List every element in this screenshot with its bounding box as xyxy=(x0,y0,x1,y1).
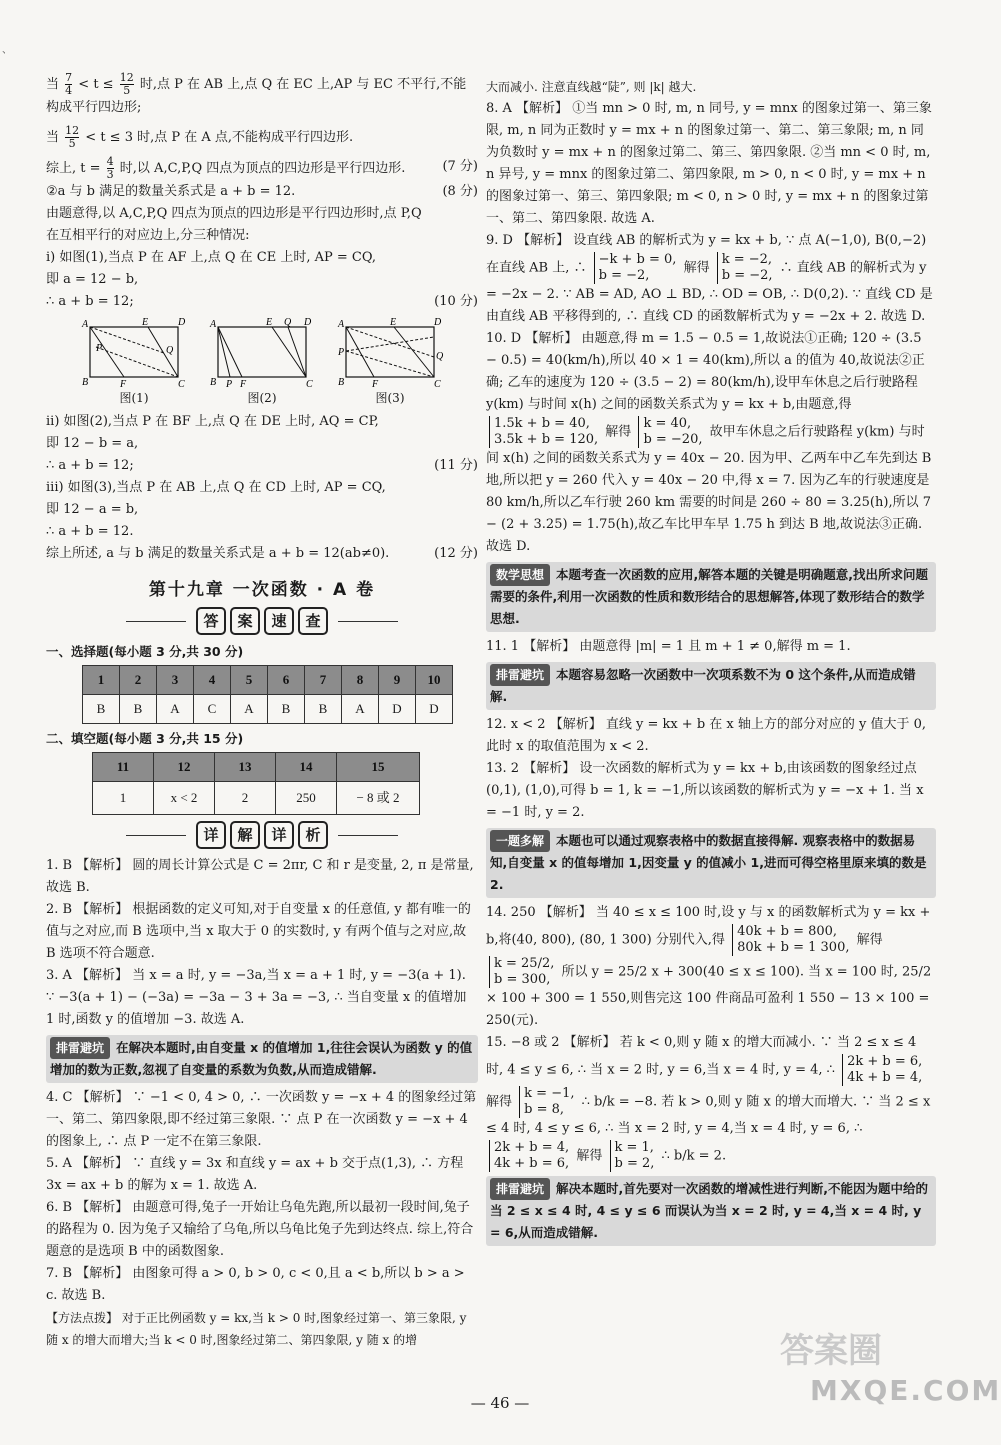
table-cell: 11 xyxy=(93,753,154,782)
table-cell: 2 xyxy=(215,782,276,815)
fraction: $\frac{12}{5}$ xyxy=(65,124,80,150)
text-line: 综上所述, a 与 b 满足的数量关系式是 a + b = 12(ab≠0). (12 分) xyxy=(46,543,478,565)
answer-9: 9. D 【解析】 设直线 AB 的解析式为 y = kx + b, ∵ 点 A(−1,0), B(0,−2) 在直线 AB 上, ∴ −k + b = 0, b = −2, 解得 k = −2, b = −2, ∴ 直线 AB 的解析式为 y = −2x − 2. ∵ AB = AD, AO ⊥ BD, ∴ OD = OB, ∴ D(0,2). ∵ 直线 CD 是由直线 AB 平移得到的, ∴ 直线 CD 的函数解析式为 y = −2x + 2. 故选 D. xyxy=(486,233,933,324)
table-cell: C xyxy=(194,695,231,724)
tip-box: 排雷避坑 在解决本题时,由自变量 x 的值增加 1,往往会误认为函数 y 的值增加的数为正数,忽视了自变量的系数为负数,从而造成错解. xyxy=(46,1035,478,1083)
text-line: 当 $\frac{7}{4}$ < t ≤ $\frac{12}{5}$ 时,点 P 在 AB 上,点 Q 在 EC 上,AP 与 EC 不平行,不能 xyxy=(46,71,467,97)
equation-system: k = 1, b = 2, xyxy=(610,1140,655,1172)
banner-char: 详 xyxy=(196,821,226,849)
parallelogram-diagram xyxy=(210,319,314,389)
table-cell: D xyxy=(379,695,416,724)
table-cell: 8 xyxy=(342,666,379,695)
table-row xyxy=(83,695,453,724)
equation-system: 2k + b = 6, 4k + b = 4, xyxy=(842,1054,922,1086)
svg-text:E: E xyxy=(142,317,149,328)
table-cell: 10 xyxy=(416,666,453,695)
page-number: — 46 — xyxy=(470,1394,530,1412)
watermark-logo: 答案圈 xyxy=(780,1331,882,1371)
svg-text:E: E xyxy=(390,317,397,328)
chapter-title: 第十九章 一次函数 · A 卷 xyxy=(148,580,376,600)
table-cell: 12 xyxy=(154,753,215,782)
table-cell: 250 xyxy=(276,782,337,815)
equation-system: −k + b = 0, b = −2, xyxy=(594,252,677,284)
tip-box: 排雷避坑 解决本题时,首先要对一次函数的增减性进行判断,不能因为题中给的当 2 ≤ x ≤ 4 时, 4 ≤ y ≤ 6 而误认为当 x = 2 时, y = 4,当 x = 4 时, y = 6,从而造成错解. xyxy=(486,1176,936,1246)
table-cell: 13 xyxy=(215,753,276,782)
text-line: ②a 与 b 满足的数量关系式是 a + b = 12. (8 分) xyxy=(46,181,478,203)
score: (8 分) xyxy=(442,184,478,199)
table-cell: B xyxy=(305,695,342,724)
text-line: 构成平行四边形; xyxy=(46,100,142,115)
answer-1: 1. B 【解析】 圆的周长计算公式是 C = 2πr, C 和 r 是变量, 2, π 是常量,故选 B. xyxy=(46,858,474,895)
equation-system: k = 40, b = −20, xyxy=(638,416,702,448)
answer-2: 2. B 【解析】 根据函数的定义可知,对于自变量 x 的任意值, y 都有唯一的值与之对应,而 B 选项中,当 x 取大于 0 的实数时, y 有两个值与之对应,故 B 选项不符合题意. xyxy=(46,902,471,961)
banner-char: 速 xyxy=(264,607,294,635)
fraction: $\frac{4}{3}$ xyxy=(106,155,114,181)
svg-text:Q: Q xyxy=(436,351,444,362)
section-banner xyxy=(46,607,478,635)
watermark: MXQE.COM xyxy=(810,1374,1001,1407)
text-line: ∴ a + b = 12. xyxy=(46,524,134,539)
svg-text:C: C xyxy=(434,379,441,390)
table-cell: 15 xyxy=(337,753,420,782)
answer-4: 4. C 【解析】 ∵ −1 < 0, 4 > 0, ∴ 一次函数 y = −x + 4 的图象经过第一、第二、第四象限,即不经过第三象限. ∵ 点 P 在一次函数 y = −x + 4 的图象上, ∴ 点 P 一定不在第三象限. xyxy=(46,1090,477,1149)
text-line: ∴ a + b = 12; (10 分) xyxy=(46,291,478,313)
answer-3: 3. A 【解析】 当 x = a 时, y = −3a,当 x = a + 1 时, y = −3(a + 1). ∵ −3(a + 1) − (−3a) = −3a − 3 + 3a = −3, ∴ 当自变量 x 的值增加 1 时,函数 y 的值增加 −3. 故选 A. xyxy=(46,968,467,1027)
svg-text:B: B xyxy=(82,377,89,388)
table-cell: A xyxy=(157,695,194,724)
banner-char: 详 xyxy=(264,821,294,849)
section-heading: 一、选择题(每小题 3 分,共 30 分) xyxy=(46,644,244,659)
fraction: $\frac{7}{4}$ xyxy=(65,71,73,97)
equation-system: 2k + b = 4, 4k + b = 6, xyxy=(489,1140,569,1172)
parallelogram-diagram xyxy=(82,319,186,389)
table-cell: 7 xyxy=(305,666,342,695)
table-cell: B xyxy=(120,695,157,724)
table-cell: D xyxy=(416,695,453,724)
table-cell: A xyxy=(231,695,268,724)
svg-text:D: D xyxy=(178,317,186,328)
svg-text:C: C xyxy=(178,379,185,390)
table-cell: 9 xyxy=(379,666,416,695)
figure-caption: 图(2) xyxy=(247,391,277,405)
text-line: 即 12 − a = b, xyxy=(46,502,139,517)
answer-12: 12. x < 2 【解析】 直线 y = kx + b 在 x 轴上方的部分对应的 y 值大于 0,此时 x 的取值范围为 x < 2. xyxy=(486,717,927,754)
table-cell: − 8 或 2 xyxy=(337,782,420,815)
answer-6: 6. B 【解析】 由题意可得,兔子一开始让乌龟先跑,所以最初一段时间,兔子的路程为 0. 因为兔子又输给了乌龟,所以乌龟比兔子先到达终点. 综上,符合题意的是选项 B 中的函数图象. xyxy=(46,1200,474,1259)
score: (10 分) xyxy=(434,294,478,309)
tip-label: 排雷避坑 xyxy=(490,664,550,686)
right-column xyxy=(486,76,936,1250)
text-line: iii) 如图(3),当点 P 在 AB 上,点 Q 在 CD 上时, AP = CQ, xyxy=(46,480,386,495)
equation-system: 1.5k + b = 40, 3.5k + b = 120, xyxy=(489,416,598,448)
svg-text:A: A xyxy=(210,319,217,330)
answer-7: 7. B 【解析】 由图象可得 a > 0, b > 0, c < 0,且 a < b,所以 b > a > c. 故选 B. xyxy=(46,1266,465,1303)
banner-char: 案 xyxy=(230,607,260,635)
tip-label: 排雷避坑 xyxy=(50,1037,110,1059)
score: (11 分) xyxy=(434,458,478,473)
text-line: 在互相平行的对应边上,分三种情况: xyxy=(46,228,250,243)
table-cell: 14 xyxy=(276,753,337,782)
figure-row xyxy=(82,319,442,407)
svg-text:Q: Q xyxy=(166,345,174,356)
svg-text:P: P xyxy=(338,347,345,358)
table-cell: 2 xyxy=(120,666,157,695)
fraction: $\frac{12}{5}$ xyxy=(119,71,134,97)
banner-char: 解 xyxy=(230,821,260,849)
table-cell: 1 xyxy=(93,782,154,815)
fill-answer-table xyxy=(92,752,420,815)
table-cell: 1 xyxy=(83,666,120,695)
text-line: ii) 如图(2),当点 P 在 BF 上,点 Q 在 DE 上时, AQ = CP, xyxy=(46,414,379,429)
table-cell: 3 xyxy=(157,666,194,695)
figure-3 xyxy=(338,319,442,407)
left-column xyxy=(46,72,478,1351)
table-header-row xyxy=(83,666,453,695)
method-tip: 【方法点拨】 对于正比例函数 y = kx,当 k > 0 时,图象经过第一、第三象限, y 随 x 的增大而增大;当 k < 0 时,图象经过第二、第四象限, y 随 x 的增 xyxy=(46,1311,467,1347)
tip-box: 一题多解 本题也可以通过观察表格中的数据直接得解. 观察表格中的数据易知,自变量 x 的值每增加 1,因变量 y 的值减小 1,进而可得空格里原来填的数是 2. xyxy=(486,828,936,898)
svg-text:B: B xyxy=(338,377,345,388)
equation-system: k = 25/2, b = 300, xyxy=(489,956,554,988)
answer-5: 5. A 【解析】 ∵ 直线 y = 3x 和直线 y = ax + b 交于点(1,3), ∴ 方程 3x = ax + b 的解为 x = 1. 故选 A. xyxy=(46,1156,464,1193)
svg-text:F: F xyxy=(240,379,247,390)
svg-text:D: D xyxy=(304,317,312,328)
section-heading: 二、填空题(每小题 3 分,共 15 分) xyxy=(46,731,244,746)
tip-box: 数学思想 本题考查一次函数的应用,解答本题的关键是明确题意,找出所求问题需要的条件,利用一次函数的性质和数形结合的思想解答,体现了数形结合的数学思想. xyxy=(486,562,936,632)
equation-system: 40k + b = 800, 80k + b = 1 300, xyxy=(732,924,849,956)
answer-13: 13. 2 【解析】 设一次函数的解析式为 y = kx + b,由该函数的图象经过点(0,1), (1,0),可得 b = 1, k = −1,所以该函数的解析式为 y = −x + 1. 当 x = −1 时, y = 2. xyxy=(486,761,924,820)
banner-char: 答 xyxy=(196,607,226,635)
svg-text:A: A xyxy=(82,319,89,330)
text-line: ∴ a + b = 12; (11 分) xyxy=(46,455,478,477)
answer-14: 14. 250 【解析】 当 40 ≤ x ≤ 100 时,设 y 与 x 的函数解析式为 y = kx + b,将(40, 800), (80, 1 300) 分别代入,得 40k + b = 800, 80k + b = 1 300, 解得 k = 25/2, b = 300, 所以 y = 25/2 x + 300(40 ≤ x ≤ 100). 当 x = 100 时, 25/2 × 100 + 300 = 1 550,则售完这 100 件商品可盈利 1 550 − 13 × 100 = 250(元). xyxy=(486,905,932,1028)
text-line: 综上, t = $\frac{4}{3}$ 时,以 A,C,P,Q 四点为顶点的四边形是平行四边形. (7 分) xyxy=(46,155,478,181)
table-cell: A xyxy=(342,695,379,724)
equation-system: k = −1, b = 8, xyxy=(519,1086,574,1118)
answer-15: 15. −8 或 2 【解析】 若 k < 0,则 y 随 x 的增大而减小. ∵ 当 2 ≤ x ≤ 4 时, 4 ≤ y ≤ 6, ∴ 当 x = 2 时, y = 6,当 x = 4 时, y = 4, ∴ 2k + b = 6, 4k + b = 4, 解得 k = −1, b = 8, ∴ b/k = −8. 若 k > 0,则 y 随 x 的增大而增大. ∵ 当 2 ≤ x ≤ 4 时, 4 ≤ y ≤ 6, ∴ 当 x = 2 时, y = 4,当 x = 4 时, y = 6, ∴ 2k + b = 4, 4k + b = 6, 解得 k = 1, b = 2, ∴ b/k = 2. xyxy=(486,1035,931,1171)
section-banner xyxy=(46,821,478,849)
table-cell: B xyxy=(83,695,120,724)
parallelogram-diagram xyxy=(338,319,442,389)
mc-answer-table xyxy=(82,665,453,724)
answer-11: 11. 1 【解析】 由题意得 |m| = 1 且 m + 1 ≠ 0,解得 m = 1. xyxy=(486,639,851,654)
text-line: 当 $\frac{12}{5}$ < t ≤ 3 时,点 P 在 A 点,不能构成平行四边形. xyxy=(46,124,354,150)
svg-text:P: P xyxy=(96,343,103,354)
corner-mark: 、 xyxy=(2,45,12,56)
svg-text:Q: Q xyxy=(284,317,292,328)
tip-box: 排雷避坑 本题容易忽略一次函数中一次项系数不为 0 这个条件,从而造成错解. xyxy=(486,662,936,710)
answer-10: 10. D 【解析】 由题意,得 m = 1.5 − 0.5 = 1,故说法①正确; 120 ÷ (3.5 − 0.5) = 40(km/h),所以 40 × 1 = 40(km),所以 a 的值为 40,故说法②正确; 乙车的速度为 120 ÷ (3.5 − 2) = 80(km/h),设甲车休息之后行驶路程 y(km) 与时间 x(h) 之间的函数关系式为 y = kx + b,由题意,得 1.5k + b = 40, 3.5k + b = 120, 解得 k = 40, b = −20, 故甲车休息之后行驶路程 y(km) 与时间 x(h) 之间的函数关系式为 y = 40x − 20. 因为甲、乙两车中乙车先到达 B 地,所以把 y = 260 代入 y = 40x − 20 中,得 x = 7. 因为乙车的行驶速度是 80 km/h,所以乙车行驶 260 km 需要的时间是 260 ÷ 80 = 3.25(h),所以 7 − (2 + 3.25) = 1.75(h),故乙车比甲车早 1.75 h 到达 B 地,故说法③正确. 故选 D. xyxy=(486,331,932,554)
table-row xyxy=(93,782,420,815)
score: (7 分) xyxy=(442,159,478,174)
answer-8: 8. A 【解析】 ①当 mn > 0 时, m, n 同号, y = mnx 的图象过第一、第三象限, m, n 同为正数时 y = mx + n 的图象过第一、第二、第三象限; m, n 同为负数时 y = mx + n 的图象过第二、第三、第四象限. ②当 mn < 0 时, m, n 异号, y = mnx 的图象过第二、第四象限, m > 0, n < 0 时, y = mx + n 的图象过第一、第三、第四象限; m < 0, n > 0 时, y = mx + n 的图象过第一、第二、第四象限. 故选 A. xyxy=(486,101,932,226)
table-header-row xyxy=(93,753,420,782)
svg-text:A: A xyxy=(338,319,345,330)
score: (12 分) xyxy=(434,546,478,561)
svg-text:F: F xyxy=(372,379,379,390)
svg-text:E: E xyxy=(266,317,273,328)
text-line: 由题意得,以 A,C,P,Q 四点为顶点的四边形是平行四边形时,点 P,Q xyxy=(46,206,422,221)
svg-text:D: D xyxy=(434,317,442,328)
table-cell: 5 xyxy=(231,666,268,695)
banner-char: 析 xyxy=(298,821,328,849)
figure-caption: 图(1) xyxy=(119,391,149,405)
table-cell: x < 2 xyxy=(154,782,215,815)
svg-text:P: P xyxy=(226,379,233,390)
table-cell: 4 xyxy=(194,666,231,695)
tip-label: 排雷避坑 xyxy=(490,1178,550,1200)
banner-char: 查 xyxy=(298,607,328,635)
svg-text:F: F xyxy=(120,379,127,390)
table-cell: B xyxy=(268,695,305,724)
text-line: 即 a = 12 − b, xyxy=(46,272,139,287)
table-cell: 6 xyxy=(268,666,305,695)
figure-1 xyxy=(82,319,186,407)
text-line: 即 12 − b = a, xyxy=(46,436,139,451)
figure-caption: 图(3) xyxy=(375,391,405,405)
equation-system: k = −2, b = −2, xyxy=(717,252,773,284)
text-line: 大而减小. 注意直线越“陡”, 则 |k| 越大. xyxy=(486,80,697,94)
tip-label: 一题多解 xyxy=(490,830,550,852)
text-line: i) 如图(1),当点 P 在 AF 上,点 Q 在 CE 上时, AP = CQ, xyxy=(46,250,376,265)
tip-label: 数学思想 xyxy=(490,564,550,586)
figure-2 xyxy=(210,319,314,407)
svg-text:B: B xyxy=(210,377,217,388)
svg-text:C: C xyxy=(306,379,313,390)
